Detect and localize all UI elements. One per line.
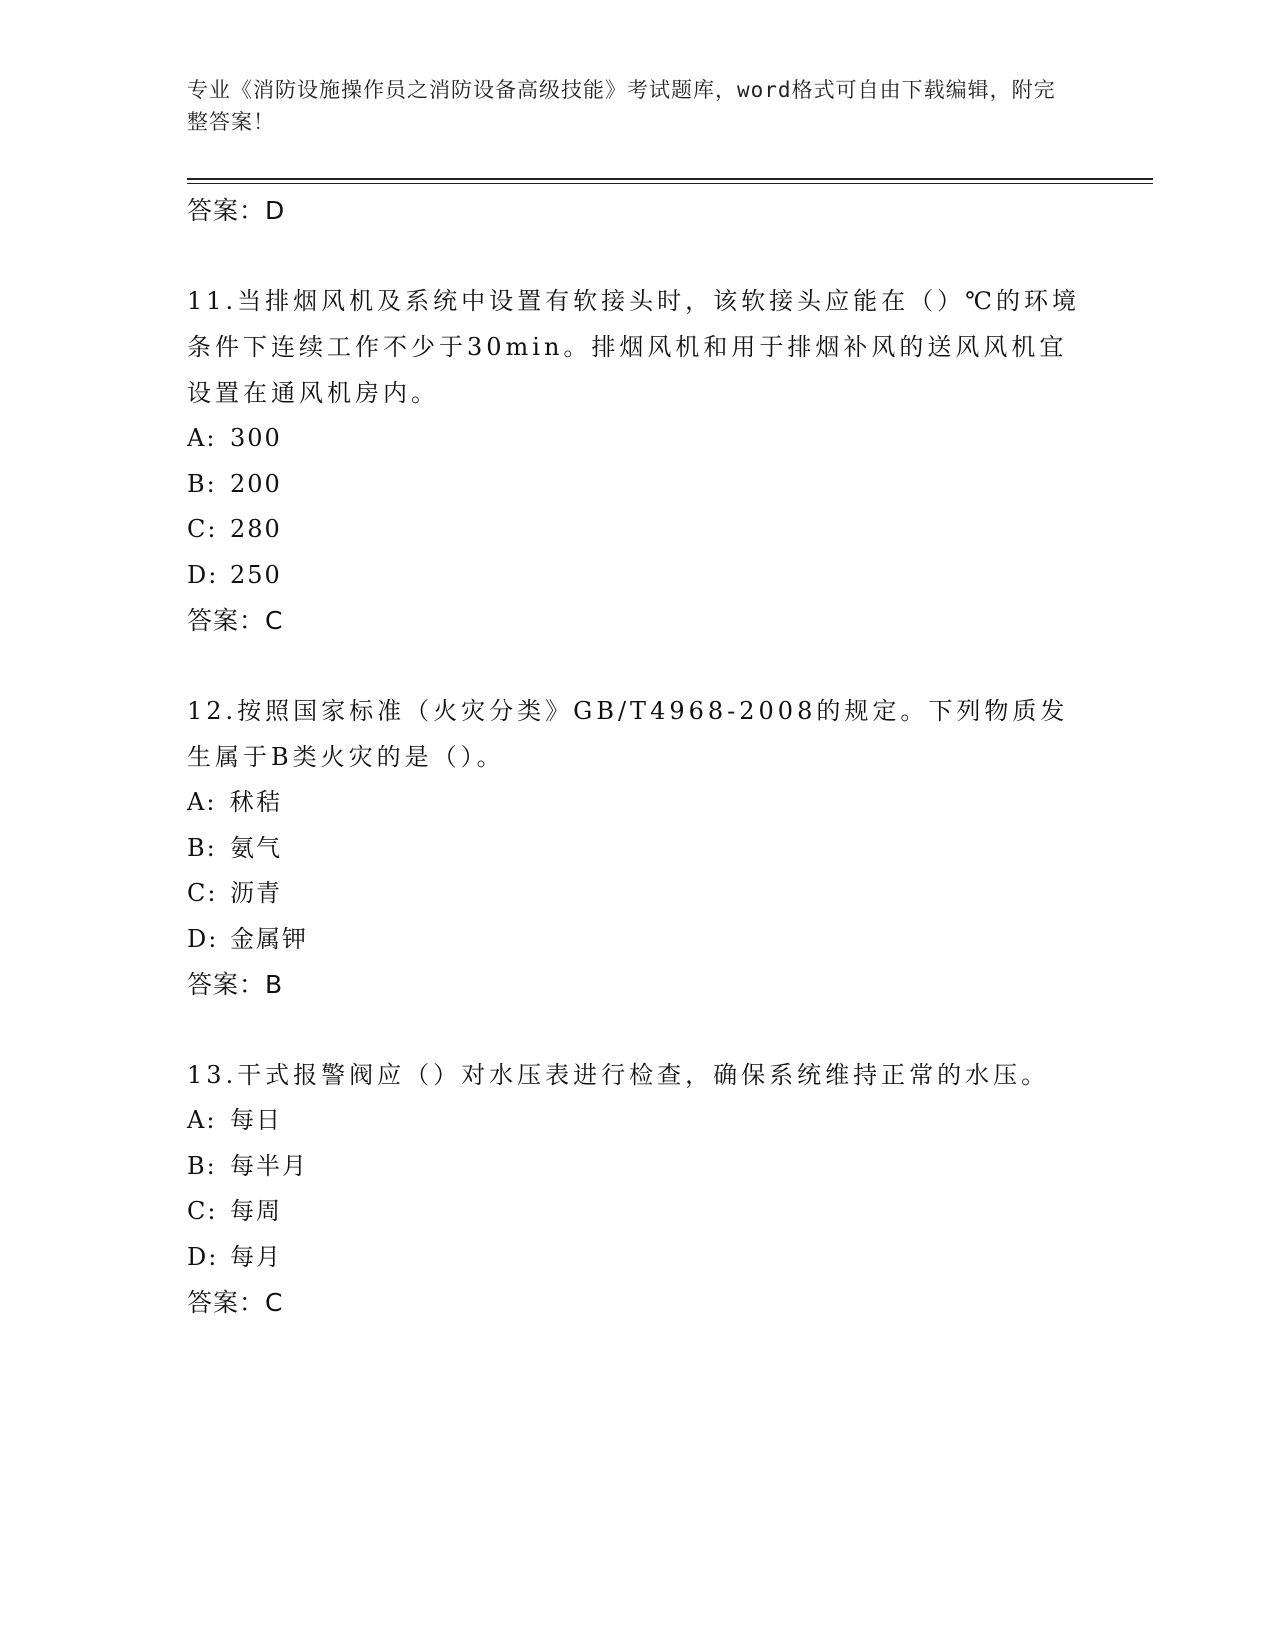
option-b — [187, 462, 1087, 508]
option-text: 金属钾 — [230, 924, 308, 953]
question-text: 11.当排烟风机及系统中设置有软接头时，该软接头应能在（）℃的环境条件下连续工作不少于30min。排烟风机和用于排烟补风的送风风机宜设置在通风机房内。 — [187, 287, 1081, 407]
option-text: 250 — [230, 560, 282, 589]
option-letter: D: — [187, 1242, 219, 1271]
option-text: 每日 — [230, 1106, 282, 1134]
option-letter: C: — [187, 879, 218, 907]
option-a — [187, 1098, 1087, 1144]
option-text: 氨气 — [230, 833, 282, 862]
option-d — [187, 917, 1087, 963]
question-text: 13.干式报警阀应（）对水压表进行检查，确保系统维持正常的水压。 — [187, 1061, 1050, 1089]
option-text: 200 — [230, 469, 282, 498]
header-divider-thick — [187, 178, 1153, 180]
option-d — [187, 1235, 1087, 1281]
document-header: 专业《消防设施操作员之消防设备高级技能》考试题库，word格式可自由下载编辑，附完整答案！ — [187, 78, 1056, 134]
option-text: 每半月 — [230, 1151, 308, 1180]
option-c — [187, 507, 1087, 553]
question-11 — [187, 278, 1087, 644]
option-b — [187, 1144, 1087, 1190]
answer-line: 答案：B — [187, 970, 284, 999]
option-text: 280 — [230, 515, 282, 543]
option-d — [187, 553, 1087, 599]
option-letter: A: — [187, 788, 217, 816]
header-divider-thin — [187, 183, 1153, 184]
question-12 — [187, 688, 1087, 1008]
option-b — [187, 826, 1087, 872]
option-letter: A: — [187, 1106, 217, 1134]
answer-line: 答案：C — [187, 606, 284, 635]
option-c — [187, 871, 1087, 917]
option-letter: B: — [187, 469, 217, 498]
option-text: 每月 — [230, 1242, 282, 1271]
question-13 — [187, 1052, 1087, 1326]
question-list — [187, 188, 1087, 1326]
option-text: 沥青 — [230, 879, 282, 907]
option-text: 秫秸 — [230, 788, 282, 816]
option-letter: A: — [187, 424, 217, 452]
answer-line: 答案：C — [187, 1288, 284, 1317]
option-letter: C: — [187, 1197, 218, 1225]
option-a — [187, 780, 1087, 826]
option-c — [187, 1189, 1087, 1235]
option-text: 每周 — [230, 1197, 282, 1225]
option-letter: C: — [187, 515, 218, 543]
question-text: 12.按照国家标准（火灾分类》GB/T4968-2008的规定。下列物质发生属于B类火灾的是（）。 — [187, 697, 1069, 771]
option-a — [187, 416, 1087, 462]
option-letter: D: — [187, 560, 219, 589]
option-letter: D: — [187, 924, 219, 953]
option-text: 300 — [230, 424, 282, 452]
previous-answer: 答案：D — [187, 196, 286, 225]
option-letter: B: — [187, 833, 217, 862]
option-letter: B: — [187, 1151, 217, 1180]
